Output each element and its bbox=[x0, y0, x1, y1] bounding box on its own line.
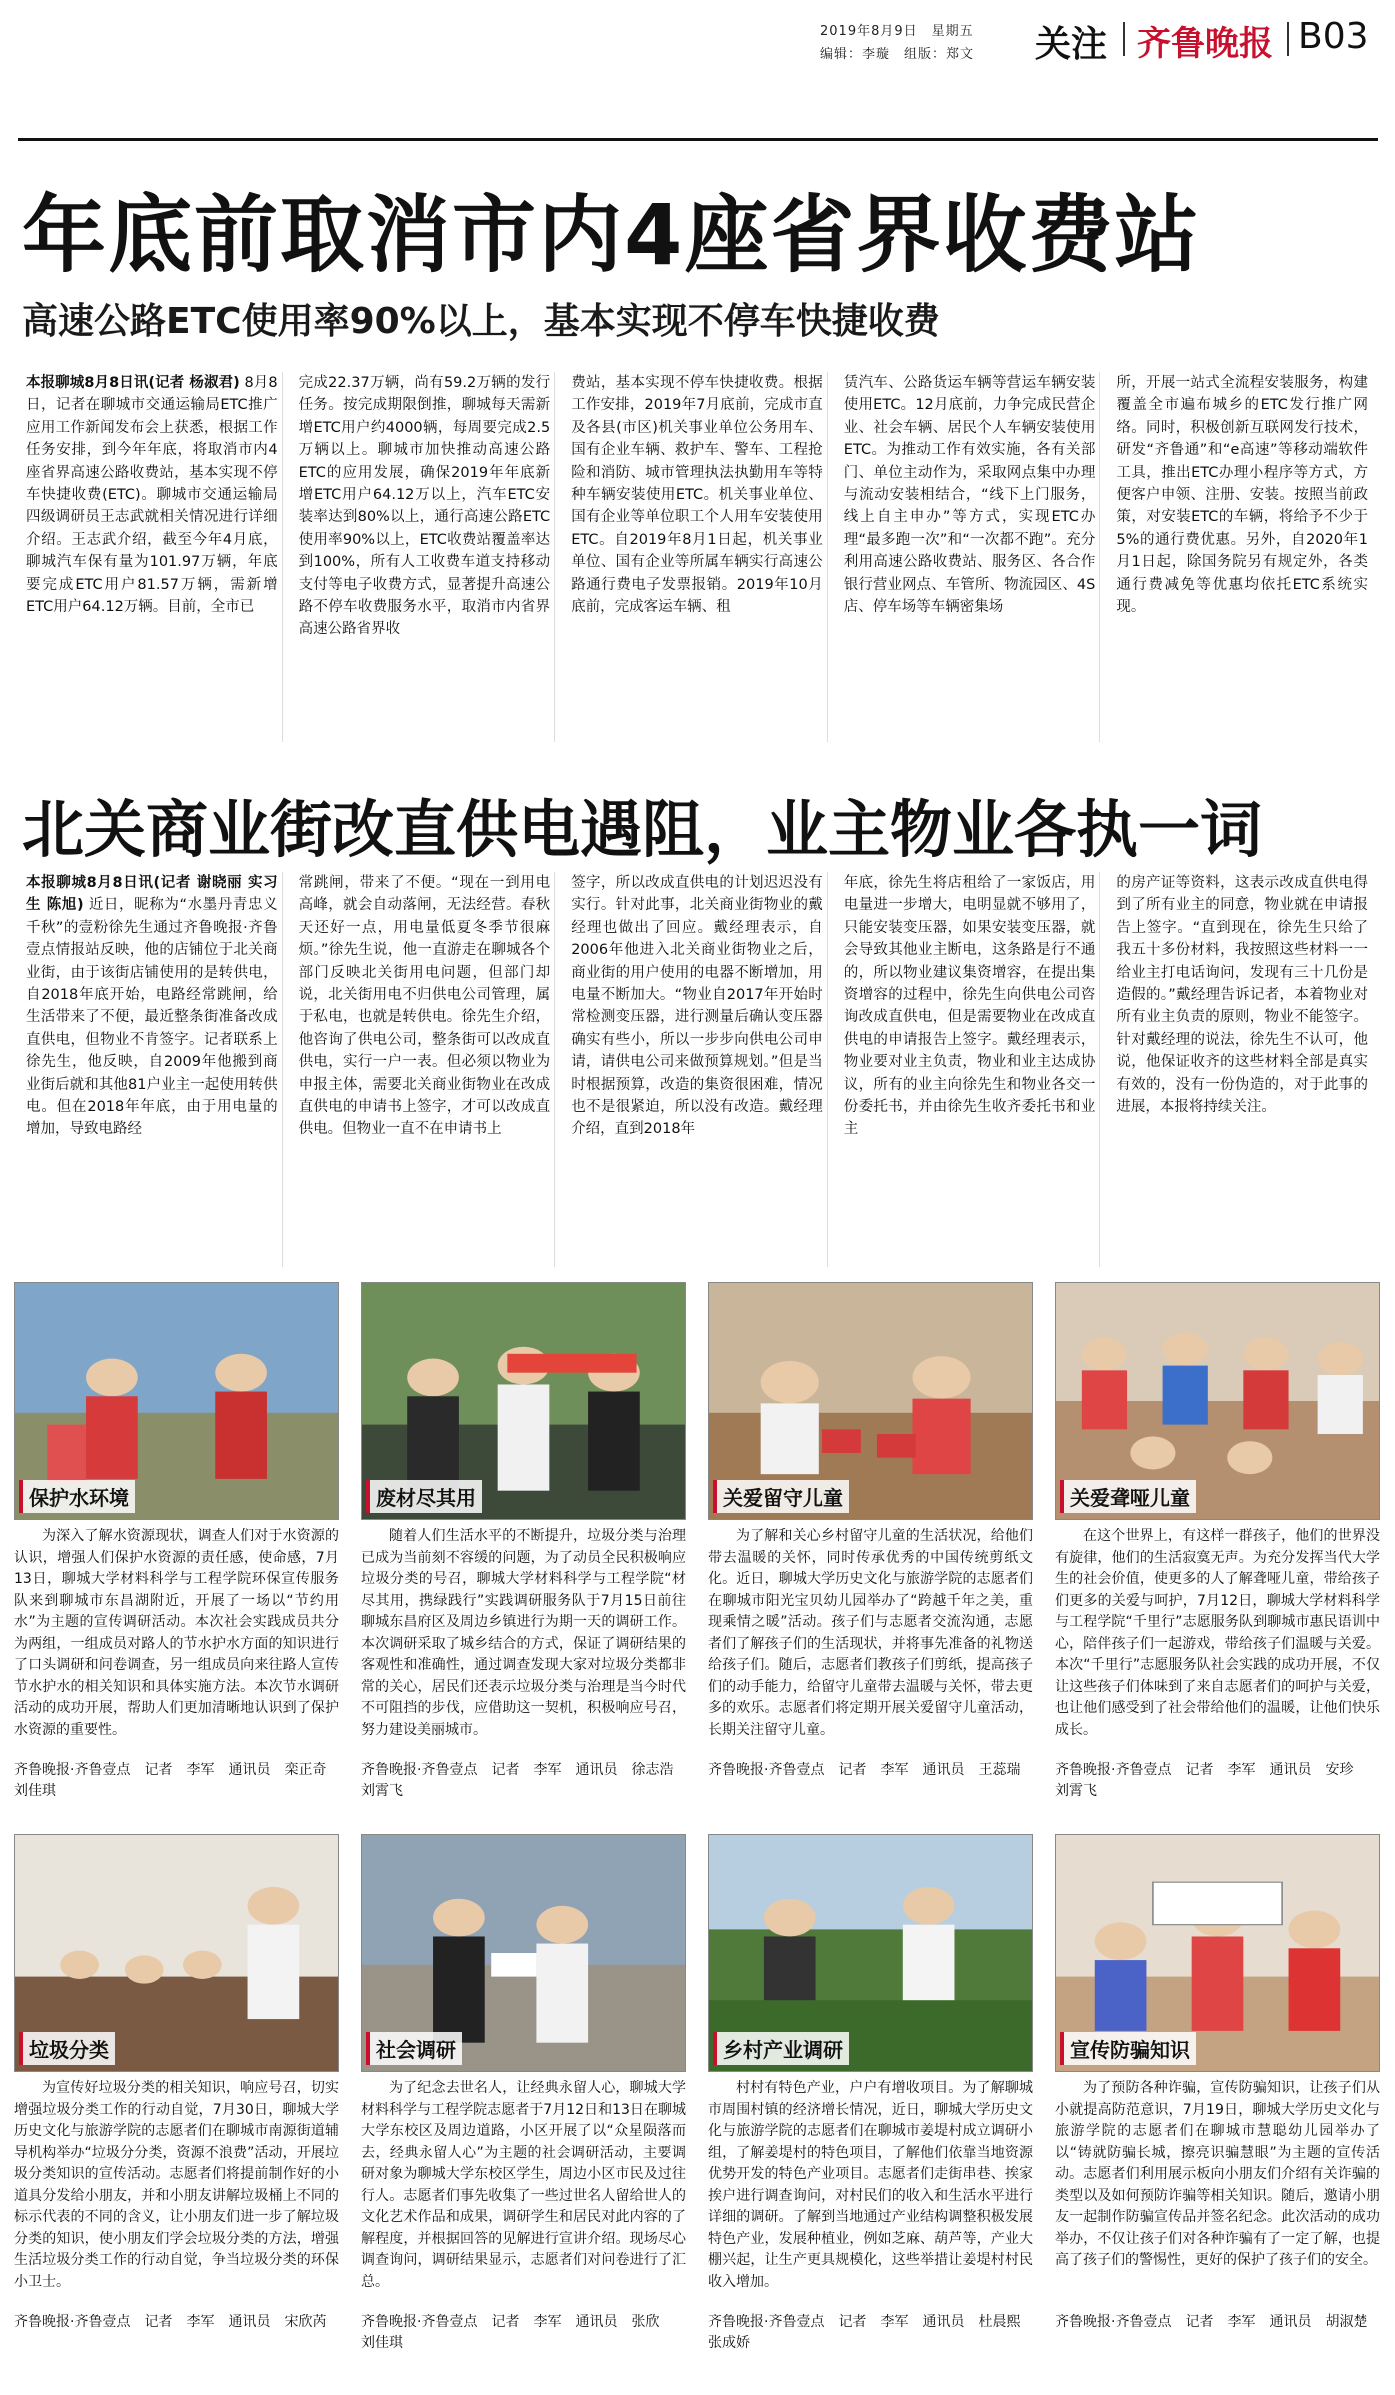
news-photo bbox=[361, 1834, 686, 2072]
story-paragraph: 为宣传好垃圾分类的相关知识，响应号召，切实增强垃圾分类工作的行动自觉，7月30日，聊城大学历史文化与旅游学院的志愿者们在聊城市南源街道辅导机构举办“垃圾分分类，资源不浪费”活动，开展垃圾分类知识的宣传活动。志愿者们将提前制作好的小道具分发给小朋友，并和小朋友讲解垃圾桶上不同的标示代表的不同的含义，让小朋友们进一步了解垃圾分类的知识，使小朋友们学会垃圾分类的方法，增强生活垃圾分类工作的行动自觉，争当垃圾分类的环保小卫士。 bbox=[14, 2080, 339, 2290]
photo-story-text bbox=[1055, 2078, 1380, 2310]
photo-caption: 乡村产业调研 bbox=[713, 2032, 849, 2065]
photo-story bbox=[14, 1282, 339, 1802]
article1-text: 8月8日，记者在聊城市交通运输局ETC推广应用工作新闻发布会上获悉，根据工作任务安排，到今年年底，将取消市内4座省界高速公路收费站，基本实现不停车快捷收费(ETC)。聊城市交通运输局四级调研员王志武就相关情况进行详细介绍。王志武介绍，截至今年4月底，聊城汽车保有量为101.97万辆，年底要完成ETC用户81.57万辆，需新增ETC用户64.12万辆。目前，全市已 bbox=[26, 375, 278, 616]
story-paragraph: 随着人们生活水平的不断提升，垃圾分类与治理已成为当前刻不容缓的问题，为了动员全民积极响应垃圾分类的号召，聊城大学材料科学与工程学院“材尽其用，携绿践行”实践调研服务队于7月15日前往聊城东昌府区及周边乡镇进行为期一天的调研工作。本次调研采取了城乡结合的方式，保证了调研结果的客观性和准确性，通过调查发现大家对垃圾分类都非常的关心，居民们还表示垃圾分类与治理是当今时代不可阻挡的步伐，应借助这一契机，积极响应号召，努力建设美丽城市。 bbox=[361, 1528, 686, 1738]
photo-caption: 保护水环境 bbox=[19, 1480, 135, 1513]
photo-story-text bbox=[361, 1526, 686, 1758]
article1-column bbox=[840, 372, 1101, 742]
article1-text: 赁汽车、公路货运车辆等营运车辆安装使用ETC。12月底前，力争完成民营企业、社会车辆、居民个人车辆安装使用ETC。为推动工作有效实施，各有关部门、单位主动作为，采取网点集中办理与流动安装相结合，“线下上门服务，线上自主申办”等方式，实现ETC办理“最多跑一次”和“一次都不跑”。充分利用高速公路收费站、服务区、各合作银行营业网点、车管所、物流园区、4S店、停车场等车辆密集场 bbox=[843, 375, 1096, 616]
photo-caption: 关爱聋哑儿童 bbox=[1060, 1480, 1196, 1513]
newspaper-logo: 齐鲁晚报 bbox=[1137, 24, 1273, 64]
article1-column bbox=[295, 372, 556, 742]
photo-caption: 废材尽其用 bbox=[366, 1480, 482, 1513]
article1-text: 费站，基本实现不停车快捷收费。根据工作安排，2019年7月底前，完成市直及各县(市区)机关事业单位公务用车、国有企业车辆、救护车、警车、工程抢险和消防、城市管理执法执勤用车等特种车辆安装使用ETC。机关事业单位、国有企业等单位职工个人用车安装使用ETC。自2019年8月1日起，机关事业单位、国有企业等所属车辆实行高速公路通行费电子发票报销。2019年10月底前，完成客运车辆、租 bbox=[571, 375, 823, 616]
article1-subheadline: 高速公路ETC使用率90%以上，基本实现不停车快捷收费 bbox=[22, 301, 940, 342]
article2-column bbox=[567, 872, 828, 1267]
article2-column bbox=[295, 872, 556, 1267]
article1-body bbox=[22, 372, 1372, 742]
article1-column bbox=[22, 372, 283, 742]
news-photo bbox=[361, 1282, 686, 1520]
news-photo bbox=[708, 1282, 1033, 1520]
photo-caption: 关爱留守儿童 bbox=[713, 1480, 849, 1513]
photo-story bbox=[1055, 1834, 1380, 2354]
photo-story-text bbox=[708, 1526, 1033, 1758]
photo-story bbox=[708, 1834, 1033, 2354]
article2-text: 的房产证等资料，这表示改成直供电得到了所有业主的同意，物业就在申请报告上签字。“直到现在，徐先生只给了我五十多份材料，我按照这些材料一一给业主打电话询问，发现有三十几份是造假的。”戴经理告诉记者，本着物业对所有业主负责的原则，物业不能签字。针对戴经理的说法，徐先生不认可，他说，他保证收齐的这些材料全部是真实有效的，没有一份伪造的，对于此事的进展，本报将持续关注。 bbox=[1116, 875, 1368, 1116]
photo-story-text bbox=[14, 2078, 339, 2310]
article2-column bbox=[22, 872, 283, 1267]
photo-story-text bbox=[708, 2078, 1033, 2310]
news-photo bbox=[1055, 1282, 1380, 1520]
article2-text: 年底，徐先生将店租给了一家饭店，用电量进一步增大，电明显就不够用了，只能安装变压器，如果安装变压器，就会导致其他业主断电，这条路是行不通的，所以物业建议集资增容，在提出集资增容的过程中，徐先生向供电公司咨询改成直供电，但是需要物业在改成直供电的申请报告上签字。戴经理表示，物业要对业主负责，物业和业主达成协议，所有的业主向徐先生和物业各交一份委托书，并由徐先生收齐委托书和业主 bbox=[843, 875, 1096, 1138]
story-paragraph: 为了预防各种诈骗，宣传防骗知识，让孩子们从小就提高防范意识，7月19日，聊城大学历史文化与旅游学院的志愿者们在聊城市慧聪幼儿园举办了以“铸就防骗长城，擦亮识骗慧眼”为主题的宣传活动。志愿者们利用展示板向小朋友们介绍有关诈骗的类型以及如何预防诈骗等相关知识。随后，邀请小朋友一起制作防骗宣传品并签名纪念。此次活动的成功举办，不仅让孩子们对各种诈骗有了一定了解，也提高了孩子们的警惕性，更好的保护了孩子们的安全。 bbox=[1055, 2080, 1380, 2268]
section-name: 关注 bbox=[1035, 24, 1108, 65]
masthead bbox=[0, 0, 1395, 76]
article1-text: 完成22.37万辆，尚有59.2万辆的发行任务。按完成期限倒推，聊城每天需新增ETC用户约4000辆，每周要完成2.5万辆以上。聊城市加快推动高速公路ETC的应用发展，确保2019年年底新增ETC用户64.12万以上，汽车ETC安装率达到80%以上，通行高速公路ETC使用率90%以上，ETC收费站覆盖率达到100%，所有人工收费车道支持移动支付等电子收费方式，显著提升高速公路不停车收费服务水平，取消市内省界高速公路省界收 bbox=[298, 375, 551, 638]
masthead-divider bbox=[1287, 22, 1289, 56]
article2-text: 近日，昵称为“水墨丹青忠义千秋”的壹粉徐先生通过齐鲁晚报·齐鲁壹点情报站反映，他的店铺位于北关商业街，由于该街店铺使用的是转供电，自2018年底开始，电路经常跳闸，给生活带来了不便，最近整条街准备改成直供电，但物业不肯签字。记者联系上徐先生，他反映，自2009年他搬到商业街后就和其他81户业主一起使用转供电。但在2018年年底，由于用电量的增加，导致电路经 bbox=[26, 897, 278, 1138]
photo-caption: 社会调研 bbox=[366, 2032, 462, 2065]
page-number: B03 bbox=[1298, 16, 1369, 57]
article2-lead: 本报聊城8月8日讯(记者 谢晓丽 实习生 陈旭) bbox=[26, 875, 278, 914]
article1-headline: 年底前取消市内4座省界收费站 bbox=[22, 186, 1201, 284]
photo-row-1 bbox=[14, 1282, 1380, 1802]
photo-credit: 齐鲁晚报·齐鲁壹点 记者 李军 通讯员 安珍 刘霄飞 bbox=[1055, 1762, 1368, 1799]
photo-story bbox=[361, 1282, 686, 1802]
article2-column bbox=[1112, 872, 1372, 1267]
photo-story bbox=[708, 1282, 1033, 1802]
article2-headline: 北关商业街改直供电遇阻，业主物业各执一词 bbox=[22, 793, 1263, 866]
photo-caption: 宣传防骗知识 bbox=[1060, 2032, 1196, 2065]
story-paragraph: 为了解和关心乡村留守儿童的生活状况，给他们带去温暖的关怀，同时传承优秀的中国传统剪纸文化。近日，聊城大学历史文化与旅游学院的志愿者们在聊城市阳光宝贝幼儿园举办了“跨越千年之美，重现乘情之暖”活动。孩子们与志愿者交流沟通，志愿者们了解孩子们的生活现状，并将事先准备的礼物送给孩子们。随后，志愿者们教孩子们剪纸，提高孩子们的动手能力，给留守儿童带去温暖与关怀，带去更多的欢乐。志愿者们将定期开展关爱留守儿童活动，长期关注留守儿童。 bbox=[708, 1528, 1033, 1738]
article2-body bbox=[22, 872, 1372, 1267]
photo-credit: 齐鲁晚报·齐鲁壹点 记者 李军 通讯员 栾正奇 刘佳琪 bbox=[14, 1762, 341, 1799]
news-photo bbox=[708, 1834, 1033, 2072]
photo-story bbox=[14, 1834, 339, 2354]
photo-credit: 齐鲁晚报·齐鲁壹点 记者 李军 通讯员 杜晨熙 张成娇 bbox=[708, 2314, 1035, 2351]
article1-column bbox=[567, 372, 828, 742]
photo-credit: 齐鲁晚报·齐鲁壹点 记者 李军 通讯员 宋欣芮 bbox=[14, 2314, 327, 2330]
photo-story-text bbox=[1055, 1526, 1380, 1758]
story-paragraph: 在这个世界上，有这样一群孩子，他们的世界没有旋律，他们的生活寂寞无声。为充分发挥当代大学生的社会价值，使更多的人了解聋哑儿童，带给孩子们更多的关爱与呵护，7月12日，聊城大学材料科学与工程学院“千里行”志愿服务队到聊城市惠民语训中心，陪伴孩子们一起游戏，带给孩子们温暖与关爱。本次“千里行”志愿服务队社会实践的成功开展，不仅让这些孩子们体味到了来自志愿者们的呵护与关爱，也让他们感受到了社会带给他们的温暖，让他们快乐成长。 bbox=[1055, 1528, 1380, 1738]
photo-story-text bbox=[361, 2078, 686, 2310]
article2-text: 签字，所以改成直供电的计划迟迟没有实行。针对此事，北关商业街物业的戴经理也做出了回应。戴经理表示，自2006年他进入北关商业街物业之后，商业街的用户使用的电器不断增加，用电量不断加大。“物业自2017年开始时常检测变压器，进行测量后确认变压器确实有些小，所以一步步向供电公司申请，请供电公司来做预算规划。”但是当时根据预算，改造的集资很困难，情况也不是很紧迫，所以没有改造。戴经理介绍，直到2018年 bbox=[571, 875, 823, 1138]
article1-column bbox=[1112, 372, 1372, 742]
photo-credit: 齐鲁晚报·齐鲁壹点 记者 李军 通讯员 徐志浩 刘霄飞 bbox=[361, 1762, 688, 1799]
story-paragraph: 为深入了解水资源现状，调查人们对于水资源的认识，增强人们保护水资源的责任感，使命感，7月13日，聊城大学材料科学与工程学院环保宣传服务队来到聊城市东昌湖附近，开展了一场以“节约用水”为主题的宣传调研活动。本次社会实践成员共分为两组，一组成员对路人的节水护水方面的知识进行了口头调研和问卷调查，另一组成员向来往路人宣传节水护水的相关知识和具体实施方法。本次节水调研活动的成功开展，帮助人们更加清晰地认识到了保护水资源的重要性。 bbox=[14, 1528, 339, 1738]
article1-text: 所，开展一站式全流程安装服务，构建覆盖全市遍布城乡的ETC发行推广网络。同时，积极创新互联网发行技术，研发“齐鲁通”和“e高速”等移动端软件工具，推出ETC办理小程序等方式，方便客户申领、注册、安装。按照当前政策，对安装ETC的车辆，将给予不少于5%的通行费优惠。另外，自2020年1月1日起，除国务院另有规定外，各类通行费减免等优惠均依托ETC系统实现。 bbox=[1116, 375, 1368, 616]
story-paragraph: 村村有特色产业，户户有增收项目。为了解聊城市周围村镇的经济增长情况，近日，聊城大学历史文化与旅游学院的志愿者们在聊城市姜堤村成立调研小组，了解姜堤村的特色项目，了解他们依靠当地资源优势开发的特色产业项目。志愿者们走街串巷、挨家挨户进行调查询问，对村民们的收入和生活水平进行详细的调研。了解到当地通过产业结构调整积极发展特色产业，发展种植业，例如芝麻、葫芦等，产业大棚兴起，让生产更具规模化，这些举措让姜堤村村民收入增加。 bbox=[708, 2080, 1033, 2290]
article2-column bbox=[840, 872, 1101, 1267]
article2-text: 常跳闸，带来了不便。“现在一到用电高峰，就会自动落闸，无法经营。春秋天还好一点，用电量低夏冬季节很麻烦。”徐先生说，他一直游走在聊城各个部门反映北关街用电问题，但部门却说，北关街用电不归供电公司管理，属于私电，也就是转供电。徐先生介绍，他咨询了供电公司，整条街可以改成直供电，实行一户一表。但必须以物业为申报主体，需要北关商业街物业在改成直供电的申请书上签字，才可以改成直供电。但物业一直不在申请书上 bbox=[298, 875, 551, 1138]
photo-row-2 bbox=[14, 1834, 1380, 2354]
photo-story bbox=[1055, 1282, 1380, 1802]
masthead-divider bbox=[1123, 22, 1125, 56]
photo-credit: 齐鲁晚报·齐鲁壹点 记者 李军 通讯员 王蕊瑞 bbox=[708, 1762, 1021, 1778]
article1-lead: 本报聊城8月8日讯(记者 杨淑君) bbox=[26, 375, 240, 391]
news-photo bbox=[14, 1282, 339, 1520]
photo-story-text bbox=[14, 1526, 339, 1758]
photo-story bbox=[361, 1834, 686, 2354]
news-photo bbox=[14, 1834, 339, 2072]
photo-credit: 齐鲁晚报·齐鲁壹点 记者 李军 通讯员 胡淑楚 bbox=[1055, 2314, 1368, 2330]
editor-credits: 编辑：李璇 组版：郑文 bbox=[820, 47, 975, 62]
story-paragraph: 为了纪念去世名人，让经典永留人心，聊城大学材料科学与工程学院志愿者于7月12日和13日在聊城大学东校区及周边道路，小区开展了以“众星陨落而去，经典永留人心”为主题的社会调研活动，主要调研对象为聊城大学东校区学生，周边小区市民及过往行人。志愿者们事先收集了一些过世名人留给世人的文化艺术作品和成果，调研学生和居民对此内容的了解程度，并根据回答的见解进行宣讲介绍。现场尽心调查询问，调研结果显示，志愿者们对问卷进行了汇总。 bbox=[361, 2080, 686, 2290]
issue-date: 2019年8月9日 星期五 bbox=[820, 24, 974, 39]
news-photo bbox=[1055, 1834, 1380, 2072]
top-rule bbox=[18, 138, 1378, 141]
photo-credit: 齐鲁晚报·齐鲁壹点 记者 李军 通讯员 张欣 刘佳琪 bbox=[361, 2314, 674, 2351]
photo-caption: 垃圾分类 bbox=[19, 2032, 115, 2065]
